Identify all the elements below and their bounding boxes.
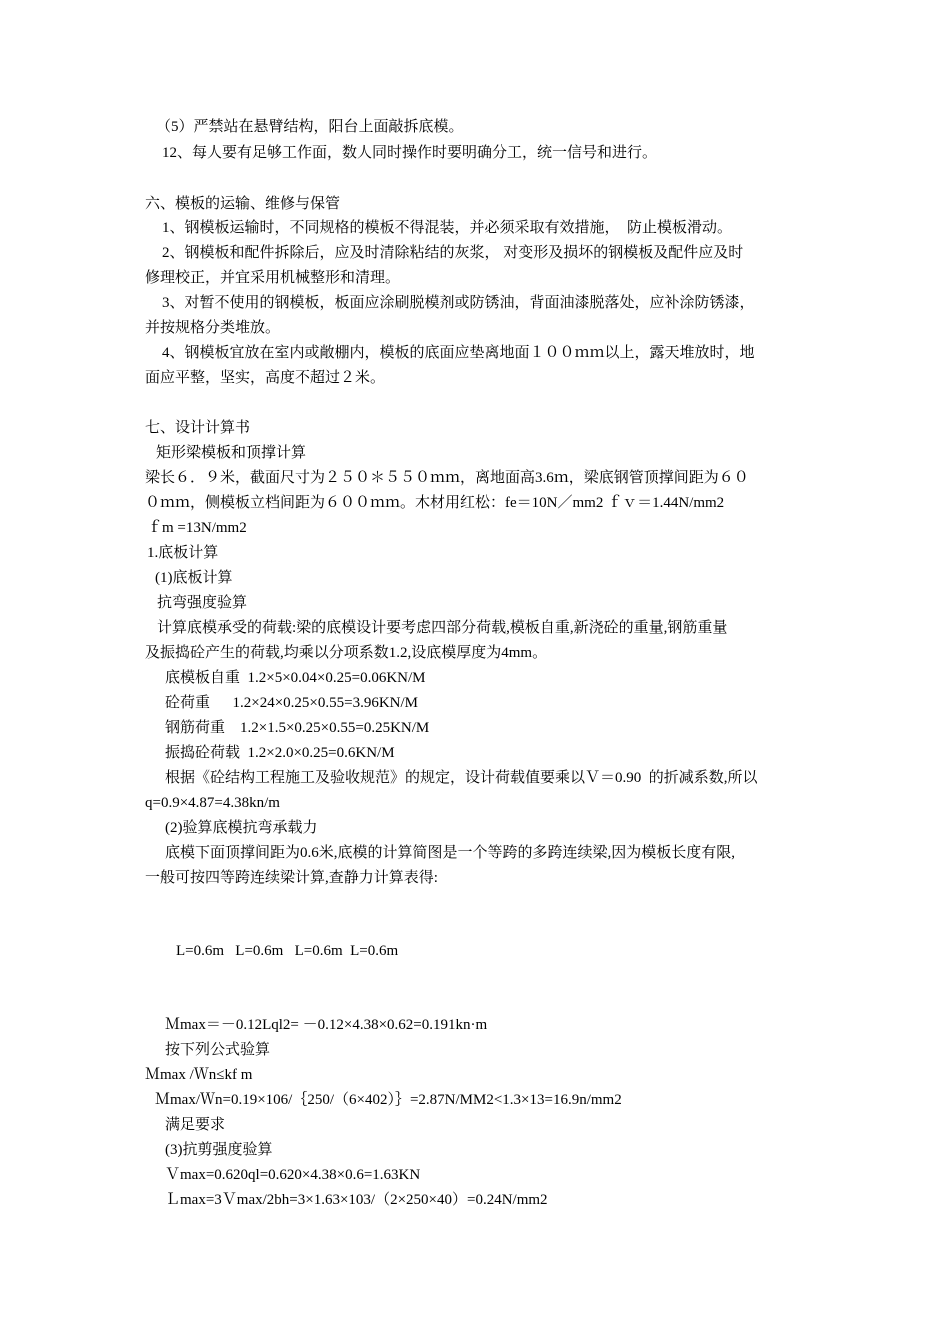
line-span-desc-a: 底模下面顶撑间距为0.6米,底模的计算简图是一个等跨的多跨连续梁,因为模板长度有限, [165, 845, 736, 861]
subheading-beam-calc: 矩形梁模板和顶撑计算 [156, 445, 307, 461]
line-transport-1: 1、钢模板运输时，不同规格的模板不得混装，并必须采取有效措施， 防止模板滑动。 [162, 220, 733, 236]
line-transport-3b: 并按规格分类堆放。 [145, 320, 281, 336]
line-transport-2a: 2、钢模板和配件拆除后，应及时清除粘结的灰浆， 对变形及损坏的钢模板及配件应及时 [162, 245, 744, 261]
line-reduction-a: 根据《砼结构工程施工及验收规范》的规定，设计荷载值要乘以Ｖ＝0.90 的折减系数,所以 [165, 770, 758, 786]
line-load-concrete: 砼荷重 1.2×24×0.25×0.55=3.96KN/M [165, 695, 419, 711]
subheading-bottom-plate: (1)底板计算 [155, 570, 233, 586]
line-load-desc-b: 及振捣砼产生的荷载,均乘以分项系数1.2,设底模厚度为4mm。 [145, 645, 548, 661]
section-heading-7: 七、设计计算书 [145, 420, 251, 436]
line-transport-2b: 修理校正，并宜采用机械整形和清理。 [145, 270, 401, 286]
line-span-lengths: L=0.6m L=0.6m L=0.6m L=0.6m [176, 943, 399, 959]
line-load-rebar: 钢筋荷重 1.2×1.5×0.25×0.55=0.25KN/M [165, 720, 430, 736]
line-transport-4a: 4、钢模板宜放在室内或敞棚内，模板的底面应垫离地面１００ｍｍ以上，露天堆放时，地 [162, 345, 755, 361]
line-rule-12: 12、每人要有足够工作面，数人同时操作时要明确分工，统一信号和进行。 [162, 145, 658, 161]
line-fm: ｆm =13N/mm2 [147, 520, 247, 536]
line-transport-3a: 3、对暂不使用的钢模板，板面应涂刷脱模剂或防锈油，背面油漆脱落处，应补涂防锈漆， [162, 295, 755, 311]
line-load-desc-a: 计算底模承受的荷载:梁的底模设计要考虑四部分荷载,模板自重,新浇砼的重量,钢筋重量 [157, 620, 728, 636]
section-heading-6: 六、模板的运输、维修与保管 [145, 196, 341, 212]
line-check-formula-intro: 按下列公式验算 [165, 1042, 271, 1058]
heading-bottom-plate: 1.底板计算 [147, 545, 219, 561]
line-check-result: Ｍmax/Ｗn=0.19×106/｛250/（6×402）｝=2.87N/MM2<1.3×13=16.9n/mm2 [155, 1092, 622, 1108]
line-lmax: Ｌmax=3Ｖmax/2bh=3×1.63×103/（2×250×40）=0.24N/mm2 [165, 1192, 548, 1208]
line-reduction-b: q=0.9×4.87=4.38kn/m [145, 795, 280, 811]
line-satisfied: 满足要求 [165, 1117, 226, 1133]
line-vmax: Ｖmax=0.620ql=0.620×4.38×0.6=1.63KN [165, 1167, 421, 1183]
line-span-desc-b: 一般可按四等跨连续梁计算,查静力计算表得: [145, 870, 438, 886]
line-mmax: Ｍmax＝－0.12Lql2= －0.12×4.38×0.62=0.191kn·m [165, 1017, 488, 1033]
line-load-vibration: 振捣砼荷载 1.2×2.0×0.25=0.6KN/M [165, 745, 395, 761]
line-demolition-rule-5: （5）严禁站在悬臂结构，阳台上面敲拆底模。 [156, 119, 464, 135]
subheading-bending: 抗弯强度验算 [157, 595, 248, 611]
line-check-formula: Ｍmax /Ｗn≤kf m [145, 1067, 253, 1083]
line-load-self-weight: 底模板自重 1.2×5×0.04×0.25=0.06KN/M [165, 670, 426, 686]
line-beam-spec-b: ０ｍｍ，侧模板立档间距为６００ｍｍ。木材用红松：fe＝10N／mm2 ｆｖ＝1.44N/mm2 [145, 495, 725, 511]
line-beam-spec-a: 梁长６．９米，截面尺寸为２５０＊５５０ｍｍ，离地面高3.6ｍ，梁底钢管顶撑间距为６０ [145, 470, 749, 486]
subheading-bearing: (2)验算底模抗弯承载力 [165, 820, 318, 836]
line-transport-4b: 面应平整，坚实，高度不超过２米。 [145, 370, 386, 386]
subheading-shear: (3)抗剪强度验算 [165, 1142, 273, 1158]
